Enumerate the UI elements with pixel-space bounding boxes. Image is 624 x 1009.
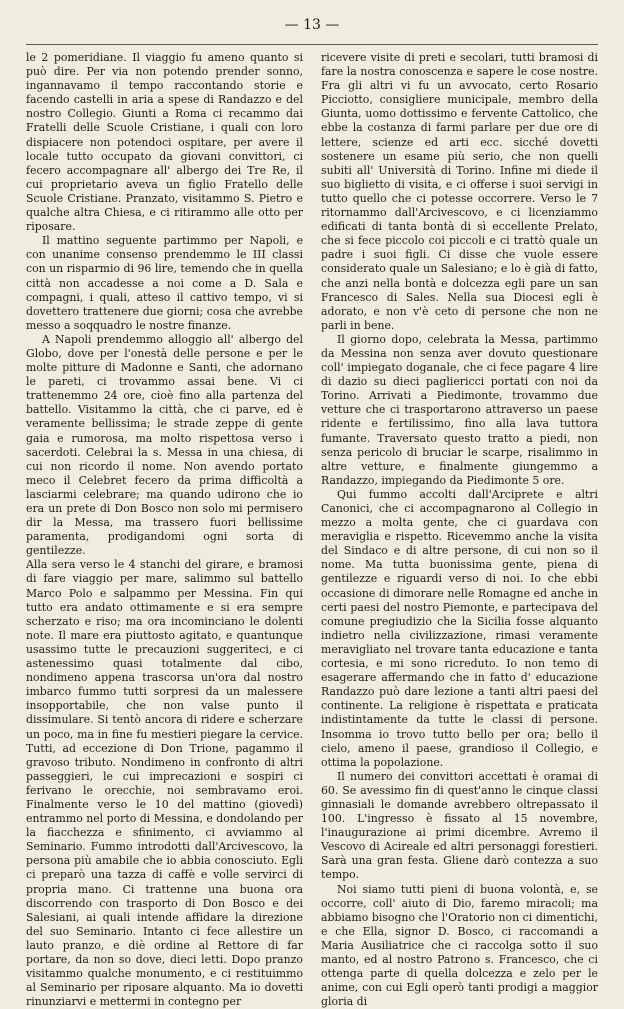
header-rule [26,44,598,45]
page-number: — 13 — [284,17,340,33]
paragraph: Il mattino seguente partimmo per Napoli, e con unanime consenso prendemmo le III classi con un risparmio di 96 lire, temendo che in quella città non accadesse a noi come a D. Sala e compagni, i quali, atteso il cattivo tempo, vi si dovettero trattenere due giorni; cosa che avrebbe messo a soqquadro le nostre finanze. [26,234,303,332]
paragraph: ricevere visite di preti e secolari, tutti bramosi di fare la nostra conoscenza e sapere le cose nostre. Fra gli altri vi fu un avvocato, certo Rosario Picciotto, consigliere municipale, membro della Giunta, uomo dottissimo e fervente Cattolico, che ebbe la costanza di farmi parlare per due ore di lettere, scienze ed arti ecc. sicché dovetti sostenere un esame più serio, che non quelli subiti all' Università di Torino. Infine mi diede il suo biglietto di visita, e ci offerse i suoi servigi in tutto quello che ci potesse occorrere. Verso le 7 ritornammo dall'Arcivescovo, e ci licenziammo edificati di tanta bontà di sì eccellente Prelato, che si fece piccolo coi piccoli e ci trattò quale un padre i suoi figli. Ci disse che vuole essere considerato quale un Salesiano; e lo è già di fatto, che anzi nella bontà e dolcezza egli pare un san Francesco di Sales. Nella sua Diocesi egli è adorato, e non v'è ceto di persone che non ne parli in bene. [321,51,598,332]
right-column [321,51,598,1009]
paragraph: Il giorno dopo, celebrata la Messa, partimmo da Messina non senza aver dovuto questionare coll' impiegato doganale, che ci fece pagare 4 lire di dazio su dieci pagliericci portati con noi da Torino. Arrivati a Piedimonte, trovammo due vetture che ci trasportarono attraverso un paese ridente e fertilissimo, fino alla lava tuttora fumante. Traversato questo tratto a piedi, non senza pericolo di bruciar le scarpe, risalimmo in altre vetture, e finalmente giungemmo a Randazzo, impiegando da Piedimonte 5 ore. [321,332,598,487]
left-column [26,51,303,1009]
paragraph: Il numero dei convittori accettati è oramai di 60. Se avessimo fin di quest'anno le cinque classi ginnasiali le domande avrebbero oltrepassato il 100. L'ingresso è fissato al 15 novembre, l'inaugurazione ai primi dicembre. Avremo il Vescovo di Acireale ed altri personaggi forestieri. Sarà una gran festa. Gliene darò contezza a suo tempo. [321,769,598,882]
two-column-body [26,51,598,1009]
paragraph: le 2 pomeridiane. Il viaggio fu ameno quanto si può dire. Per via non potendo prender sonno, ingannavamo il tempo raccontando storie e facendo castelli in aria a spese di Randazzo e del nostro Collegio. Giunti a Roma ci recammo dai Fratelli delle Scuole Cristiane, i quali con loro dispiacere non potendoci ospitare, per avere il locale tutto occupato da giovani convittori, ci fecero accompagnare all' albergo dei Tre Re, il cui proprietario aveva un figlio Fratello delle Scuole Cristiane. Pranzato, visitammo S. Pietro e qualche altra Chiesa, e ci ritirammo alle otto per riposare. [26,51,303,234]
paragraph: A Napoli prendemmo alloggio all' albergo del Globo, dove per l'onestà delle persone e per le molte pitture di Madonne e Santi, che adornano le pareti, ci trovammo assai bene. Vi ci trattenemmo 24 ore, cioè fino alla partenza del battello. Visitammo la città, che ci parve, ed è veramente bellissima; le strade zeppe di gente gaia e rumorosa, ma molto rispettosa verso i sacerdoti. Celebrai la s. Messa in una chiesa, di cui non ricordo il nome. Non avendo portato meco il Celebret fecero da prima difficoltà a lasciarmi celebrare; ma quando udirono che io era un prete di Don Bosco non solo mi permisero dir la Messa, ma trassero fuori bellissime paramenta, prodigandomi ogni sorta di gentilezze. [26,332,303,558]
paragraph: Alla sera verso le 4 stanchi del girare, e bramosi di fare viaggio per mare, salimmo sul battello Marco Polo e salpammo per Messina. Fin qui tutto era andato ottimamente e si era sempre scherzato e riso; ma ora incominciano le dolenti note. Il mare era piuttosto agitato, e quantunque usassimo tutte le precauzioni suggeriteci, e ci astenessimo quasi totalmente dal cibo, nondimeno appena trascorsa un'ora dal nostro imbarco fummo tutti sorpresi da un malessere insopportabile, che non valse punto il dissimulare. Si tentò ancora di ridere e scherzare un poco, ma in fine fu mestieri piegare la cervice. Tutti, ad eccezione di Don Trione, pagammo il gravoso tributo. Nondimeno in confronto di altri passeggieri, le cui imprecazioni e sospiri ci ferivano le orecchie, noi sembravamo eroi. Finalmente verso le 10 del mattino (giovedì) entrammo nel porto di Messina, e dondolando per la fiacchezza e sfinimento, ci avviammo al Seminario. Fummo introdotti dall'Arcivescovo, la persona più amabile che io abbia conosciuto. Egli ci preparò una tazza di caffè e volle servirci di propria mano. Ci trattenne una buona ora discorrendo con trasporto di Don Bosco e dei Salesiani, ai quali intende affidare la direzione del suo Seminario. Intanto ci fece allestire un lauto pranzo, e diè ordine al Rettore di far portare, da non so dove, dieci letti. Dopo pranzo visitammo qualche monumento, e ci restituimmo al Seminario per riposare alquanto. Ma io dovetti rinunziarvi e mettermi in contegno per [26,558,303,1009]
paragraph: Noi siamo tutti pieni di buona volontà, e, se occorre, coll' aiuto di Dio, faremo miracoli; ma abbiamo bisogno che l'Oratorio non ci dimentichi, e che Ella, signor D. Bosco, ci raccomandi a Maria Ausiliatrice che ci raccolga sotto il suo manto, ed al nostro Patrono s. Francesco, che ci ottenga parte di quella dolcezza e zelo per le anime, con cui Egli operò tanti prodigi a maggior gloria di [321,882,598,1009]
paragraph: Qui fummo accolti dall'Arciprete e altri Canonici, che ci accompagnarono al Collegio in mezzo a molta gente, che ci guardava con meraviglia e rispetto. Ricevemmo anche la visita del Sindaco e di altre persone, di cui non so il nome. Ma tutta buonissima gente, piena di gentilezze e riguardi verso di noi. Io che ebbi occasione di dimorare nelle Romagne ed anche in certi paesi del nostro Piemonte, e partecipava del comune pregiudizio che la Sicilia fosse alquanto indietro nella civilizzazione, rimasi veramente meravigliato nel trovare tanta educazione e tanta cortesia, e mi sono ricreduto. Io non temo di esagerare affermando che in fatto d' educazione Randazzo può dare lezione a tanti altri paesi del continente. La religione è rispettata e praticata indistintamente da tutte le classi di persone. Insomma io trovo tutto bello per ora; bello il cielo, ameno il paese, grandioso il Collegio, e ottima la popolazione. [321,487,598,769]
